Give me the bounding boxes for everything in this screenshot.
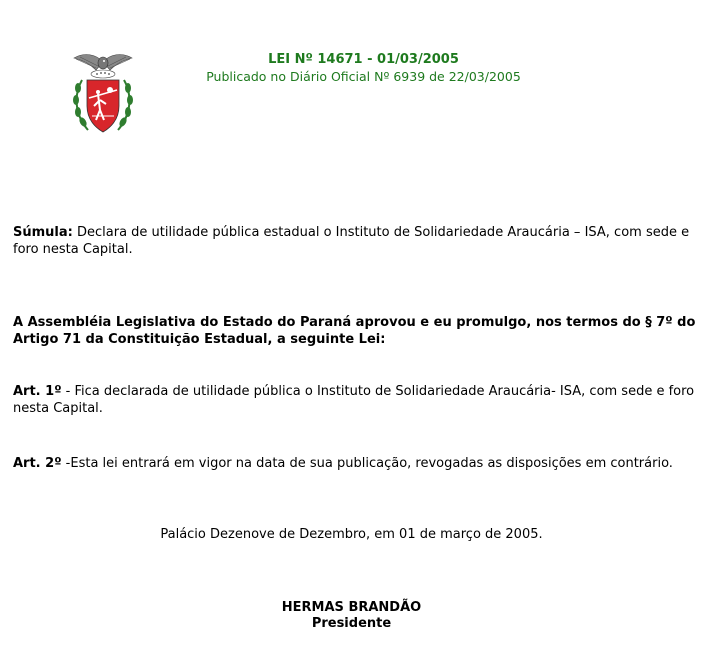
article-label: Art. 1º (13, 384, 62, 399)
sumula-paragraph (13, 224, 713, 258)
coat-of-arms-icon (70, 50, 136, 140)
article-text: - Fica declarada de utilidade pública o Instituto de Solidariedade Araucária- ISA, com sede e foro nesta Capital. (13, 384, 695, 416)
signer-name: HERMAS BRANDÃO (281, 600, 422, 615)
publication-info: Publicado no Diário Oficial Nº 6939 de 22/03/2005 (206, 69, 521, 84)
sumula-text: Declara de utilidade pública estadual o Instituto de Solidariedade Araucária – ISA, com sede e foro nesta Capital. (13, 225, 690, 257)
article-1 (13, 383, 713, 417)
sumula-label: Súmula: (13, 225, 73, 240)
article-label: Art. 2º (13, 456, 62, 471)
signer-title: Presidente (311, 616, 392, 631)
law-title: LEI Nº 14671 - 01/03/2005 (268, 52, 459, 67)
article-text: -Esta lei entrará em vigor na data de sua publicação, revogadas as disposições em contrário. (61, 456, 673, 471)
preamble-paragraph: A Assembléia Legislativa do Estado do Paraná aprovou e eu promulgo, nos termos do § 7º do Artigo 71 da Constituição Estadual, a seguinte Lei: (13, 315, 696, 347)
article-2 (13, 455, 713, 472)
place-date: Palácio Dezenove de Dezembro, em 01 de março de 2005. (160, 527, 543, 542)
